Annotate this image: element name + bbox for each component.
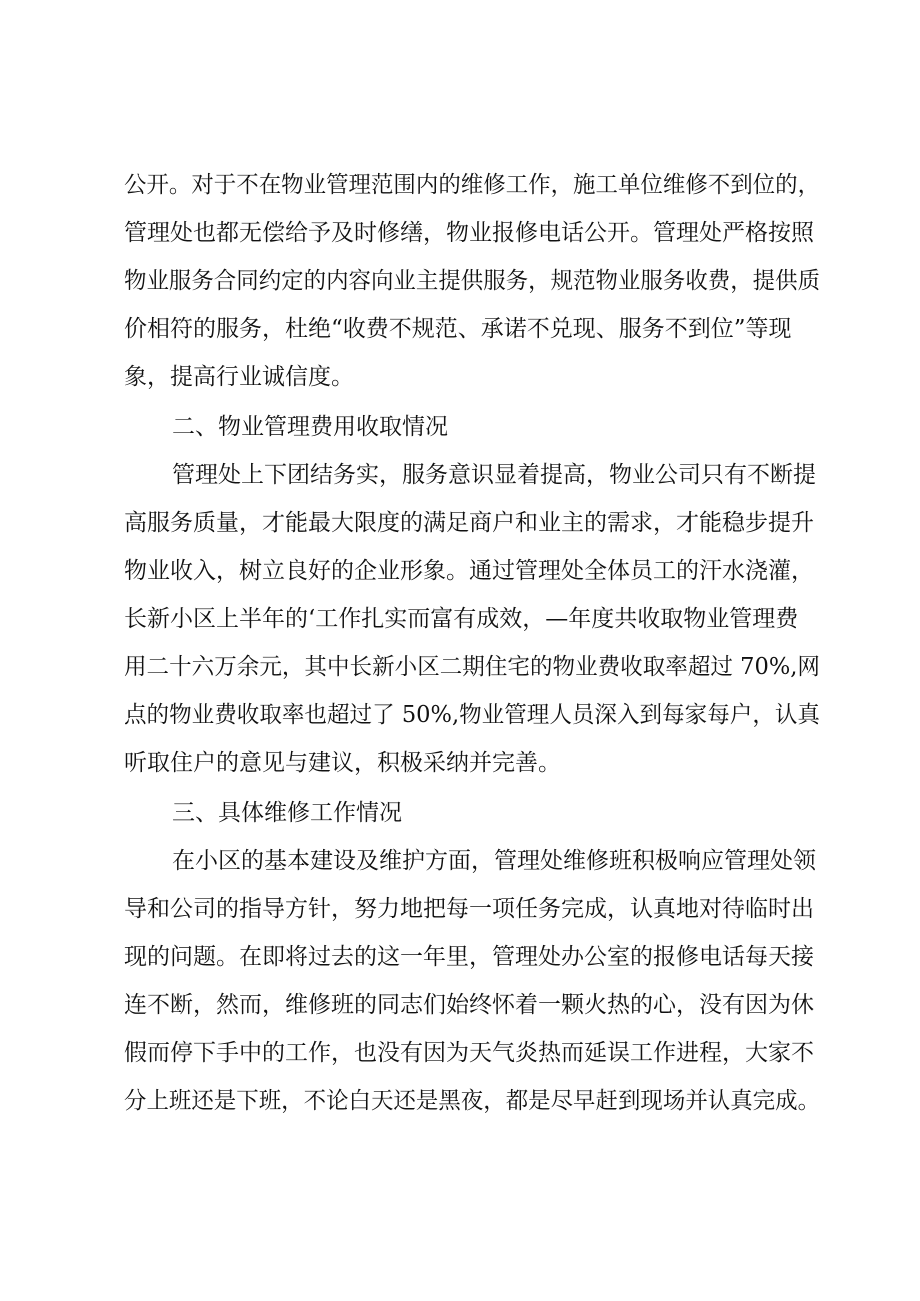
line-text: 象，提高行业诚信度。 <box>124 364 354 390</box>
line-text: 公开。对于不在物业管理范围内的维修工作，施工单位维修不到位的， <box>124 172 821 198</box>
line-text: 长新小区上半年的‘工作扎实而富有成效，—年度共收取物业管理费 <box>124 606 799 632</box>
heading-text: 二、物业管理费用收取情况 <box>172 414 448 440</box>
heading-text: 三、具体维修工作情况 <box>172 800 402 826</box>
line-text: 高服务质量，才能最大限度的满足商户和业主的需求，才能稳步提升 <box>124 510 814 536</box>
line-text: 假而停下手中的工作，也没有因为天气炎热而延误工作进程，大家不 <box>124 1040 814 1066</box>
line-text: 物业收入，树立良好的企业形象。通过管理处全体员工的汗水浇灌， <box>124 558 814 584</box>
line-text: 价相符的服务，杜绝“收费不规范、承诺不兑现、服务不到位”等现 <box>124 316 792 342</box>
line-text: 点的物业费收取率也超过了 50%,物业管理人员深入到每家每户，认真 <box>124 702 820 728</box>
line-text: 管理处也都无偿给予及时修缮，物业报修电话公开。管理处严格按照 <box>124 220 814 246</box>
line-text: 用二十六万余元，其中长新小区二期住宅的物业费收取率超过 70%,网 <box>124 654 820 680</box>
line-text: 分上班还是下班，不论白天还是黑夜，都是尽早赶到现场并认真完成。 <box>124 1088 821 1114</box>
line-text: 现的问题。在即将过去的这一年里，管理处办公室的报修电话每天接 <box>124 944 814 970</box>
line-text: 导和公司的指导方针，努力地把每一项任务完成，认真地对待临时出 <box>124 896 814 922</box>
line-text: 在小区的基本建设及维护方面，管理处维修班积极响应管理处领 <box>172 848 816 874</box>
line-text: 听取住户的意见与建议，积极采纳并完善。 <box>124 750 561 776</box>
line-text: 管理处上下团结务实，服务意识显着提高，物业公司只有不断提 <box>172 462 816 488</box>
line-text: 物业服务合同约定的内容向业主提供服务，规范物业服务收费，提供质 <box>124 268 821 294</box>
line-text: 连不断，然而，维修班的同志们始终怀着一颗火热的心，没有因为休 <box>124 992 814 1018</box>
